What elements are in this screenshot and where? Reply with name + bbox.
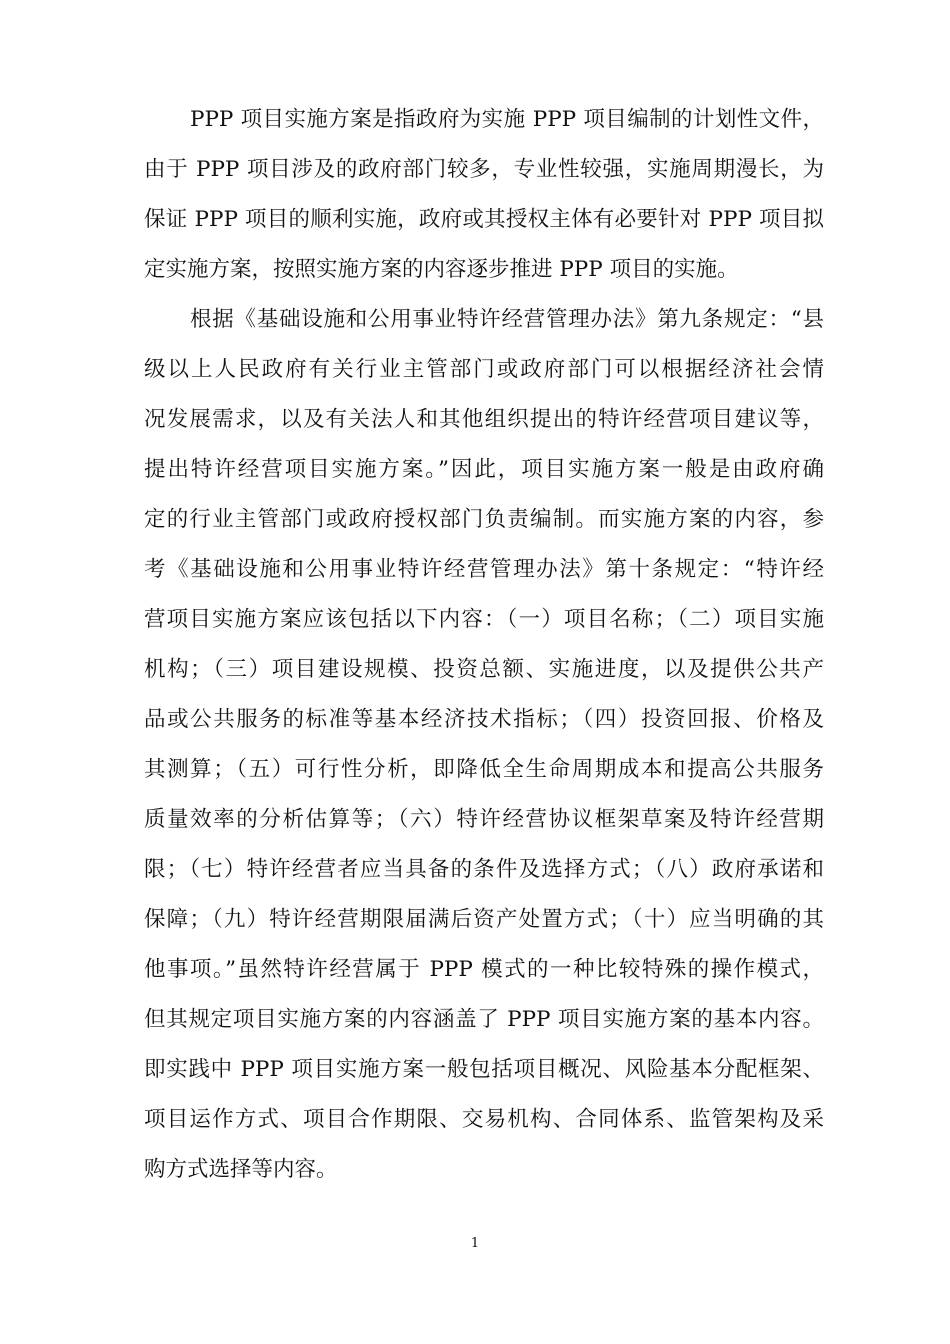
- paragraph-1-line-4: 定实施方案，按照实施方案的内容逐步推进 PPP 项目的实施。: [144, 257, 739, 282]
- paragraph-2-line-8: 机构；（三）项目建设规模、投资总额、实施进度，以及提供公共产: [144, 657, 824, 682]
- paragraph-1-line-1: PPP 项目实施方案是指政府为实施 PPP 项目编制的计划性文件，: [190, 107, 824, 132]
- paragraph-2-line-9: 品或公共服务的标准等基本经济技术指标；（四）投资回报、价格及: [144, 707, 824, 732]
- paragraph-2-line-6: 考《基础设施和公用事业特许经营管理办法》第十条规定：“特许经: [144, 557, 824, 582]
- paragraph-2-line-16: 即实践中 PPP 项目实施方案一般包括项目概况、风险基本分配框架、: [144, 1057, 824, 1082]
- paragraph-2-line-18: 购方式选择等内容。: [144, 1157, 338, 1182]
- paragraph-2-line-14: 他事项。”虽然特许经营属于 PPP 模式的一种比较特殊的操作模式，: [144, 957, 824, 982]
- paragraph-2-line-7: 营项目实施方案应该包括以下内容：（一）项目名称；（二）项目实施: [144, 607, 824, 632]
- paragraph-1-line-3: 保证 PPP 项目的顺利实施，政府或其授权主体有必要针对 PPP 项目拟: [144, 207, 824, 232]
- paragraph-2-line-17: 项目运作方式、项目合作期限、交易机构、合同体系、监管架构及采: [144, 1107, 824, 1132]
- paragraph-2-line-12: 限；（七）特许经营者应当具备的条件及选择方式；（八）政府承诺和: [144, 857, 824, 882]
- paragraph-2-line-2: 级以上人民政府有关行业主管部门或政府部门可以根据经济社会情: [144, 357, 824, 382]
- paragraph-2-line-15: 但其规定项目实施方案的内容涵盖了 PPP 项目实施方案的基本内容。: [144, 1007, 824, 1032]
- paragraph-2-line-5: 定的行业主管部门或政府授权部门负责编制。而实施方案的内容，参: [144, 507, 824, 532]
- paragraph-2-line-4: 提出特许经营项目实施方案。”因此，项目实施方案一般是由政府确: [144, 457, 824, 482]
- paragraph-1-line-2: 由于 PPP 项目涉及的政府部门较多，专业性较强，实施周期漫长，为: [144, 157, 824, 182]
- paragraph-2-line-11: 质量效率的分析估算等；（六）特许经营协议框架草案及特许经营期: [144, 807, 824, 832]
- paragraph-2-line-10: 其测算；（五）可行性分析，即降低全生命周期成本和提高公共服务: [144, 757, 824, 782]
- paragraph-2-line-1: 根据《基础设施和公用事业特许经营管理办法》第九条规定：“县: [190, 307, 824, 332]
- paragraph-2-line-3: 况发展需求，以及有关法人和其他组织提出的特许经营项目建议等，: [144, 407, 824, 432]
- page-number: 1: [470, 1236, 480, 1251]
- paragraph-2-line-13: 保障；（九）特许经营期限届满后资产处置方式；（十）应当明确的其: [144, 907, 824, 932]
